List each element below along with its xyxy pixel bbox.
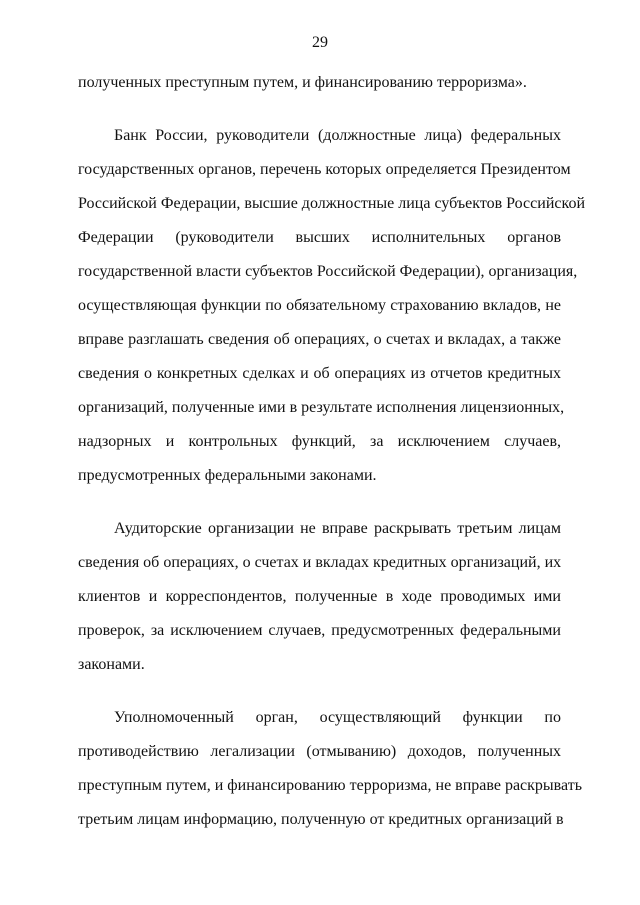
text-line: вправе разглашать сведения об операциях, о счетах и вкладах, а также [78,331,561,348]
text-line: проверок, за исключением случаев, предусмотренных федеральными [78,622,561,639]
text-line: полученных преступным путем, и финансированию терроризма». [78,74,527,91]
document-body [78,66,585,837]
text-line: надзорных и контрольных функций, за исключением случаев, [78,433,561,450]
text-line: третьим лицам информацию, полученную от кредитных организаций в [78,811,564,828]
paragraph-continuation [78,66,561,100]
text-line: государственных органов, перечень которых определяется Президентом [78,161,571,178]
text-line: осуществляющая функции по обязательному страхованию вкладов, не [78,297,561,314]
text-line: противодействию легализации (отмыванию) доходов, полученных [78,743,561,760]
text-line: Аудиторские организации не вправе раскрывать третьим лицам [114,520,561,537]
text-line: Российской Федерации, высшие должностные лица субъектов Российской [78,195,585,212]
text-line: клиентов и корреспондентов, полученные в ходе проводимых ими [78,588,561,605]
paragraph-authorized-body [78,701,582,837]
text-line: Федерации (руководители высших исполнительных органов [78,229,561,246]
page-number: 29 [312,34,328,51]
text-line: сведения о конкретных сделках и об операциях из отчетов кредитных [78,365,561,382]
paragraph-audit-organizations [78,512,561,682]
text-line: государственной власти субъектов Российской Федерации), организация, [78,263,578,280]
paragraph-bank-of-russia [78,119,585,493]
text-line: преступным путем, и финансированию терроризма, не вправе раскрывать [78,777,582,794]
text-line: Уполномоченный орган, осуществляющий функции по [114,709,561,726]
text-line: организаций, полученные ими в результате исполнения лицензионных, [78,399,565,416]
text-line: сведения об операциях, о счетах и вкладах кредитных организаций, их [78,554,562,571]
text-line: Банк России, руководители (должностные лица) федеральных [114,127,561,144]
text-line: законами. [78,656,145,673]
text-line: предусмотренных федеральными законами. [78,467,377,484]
